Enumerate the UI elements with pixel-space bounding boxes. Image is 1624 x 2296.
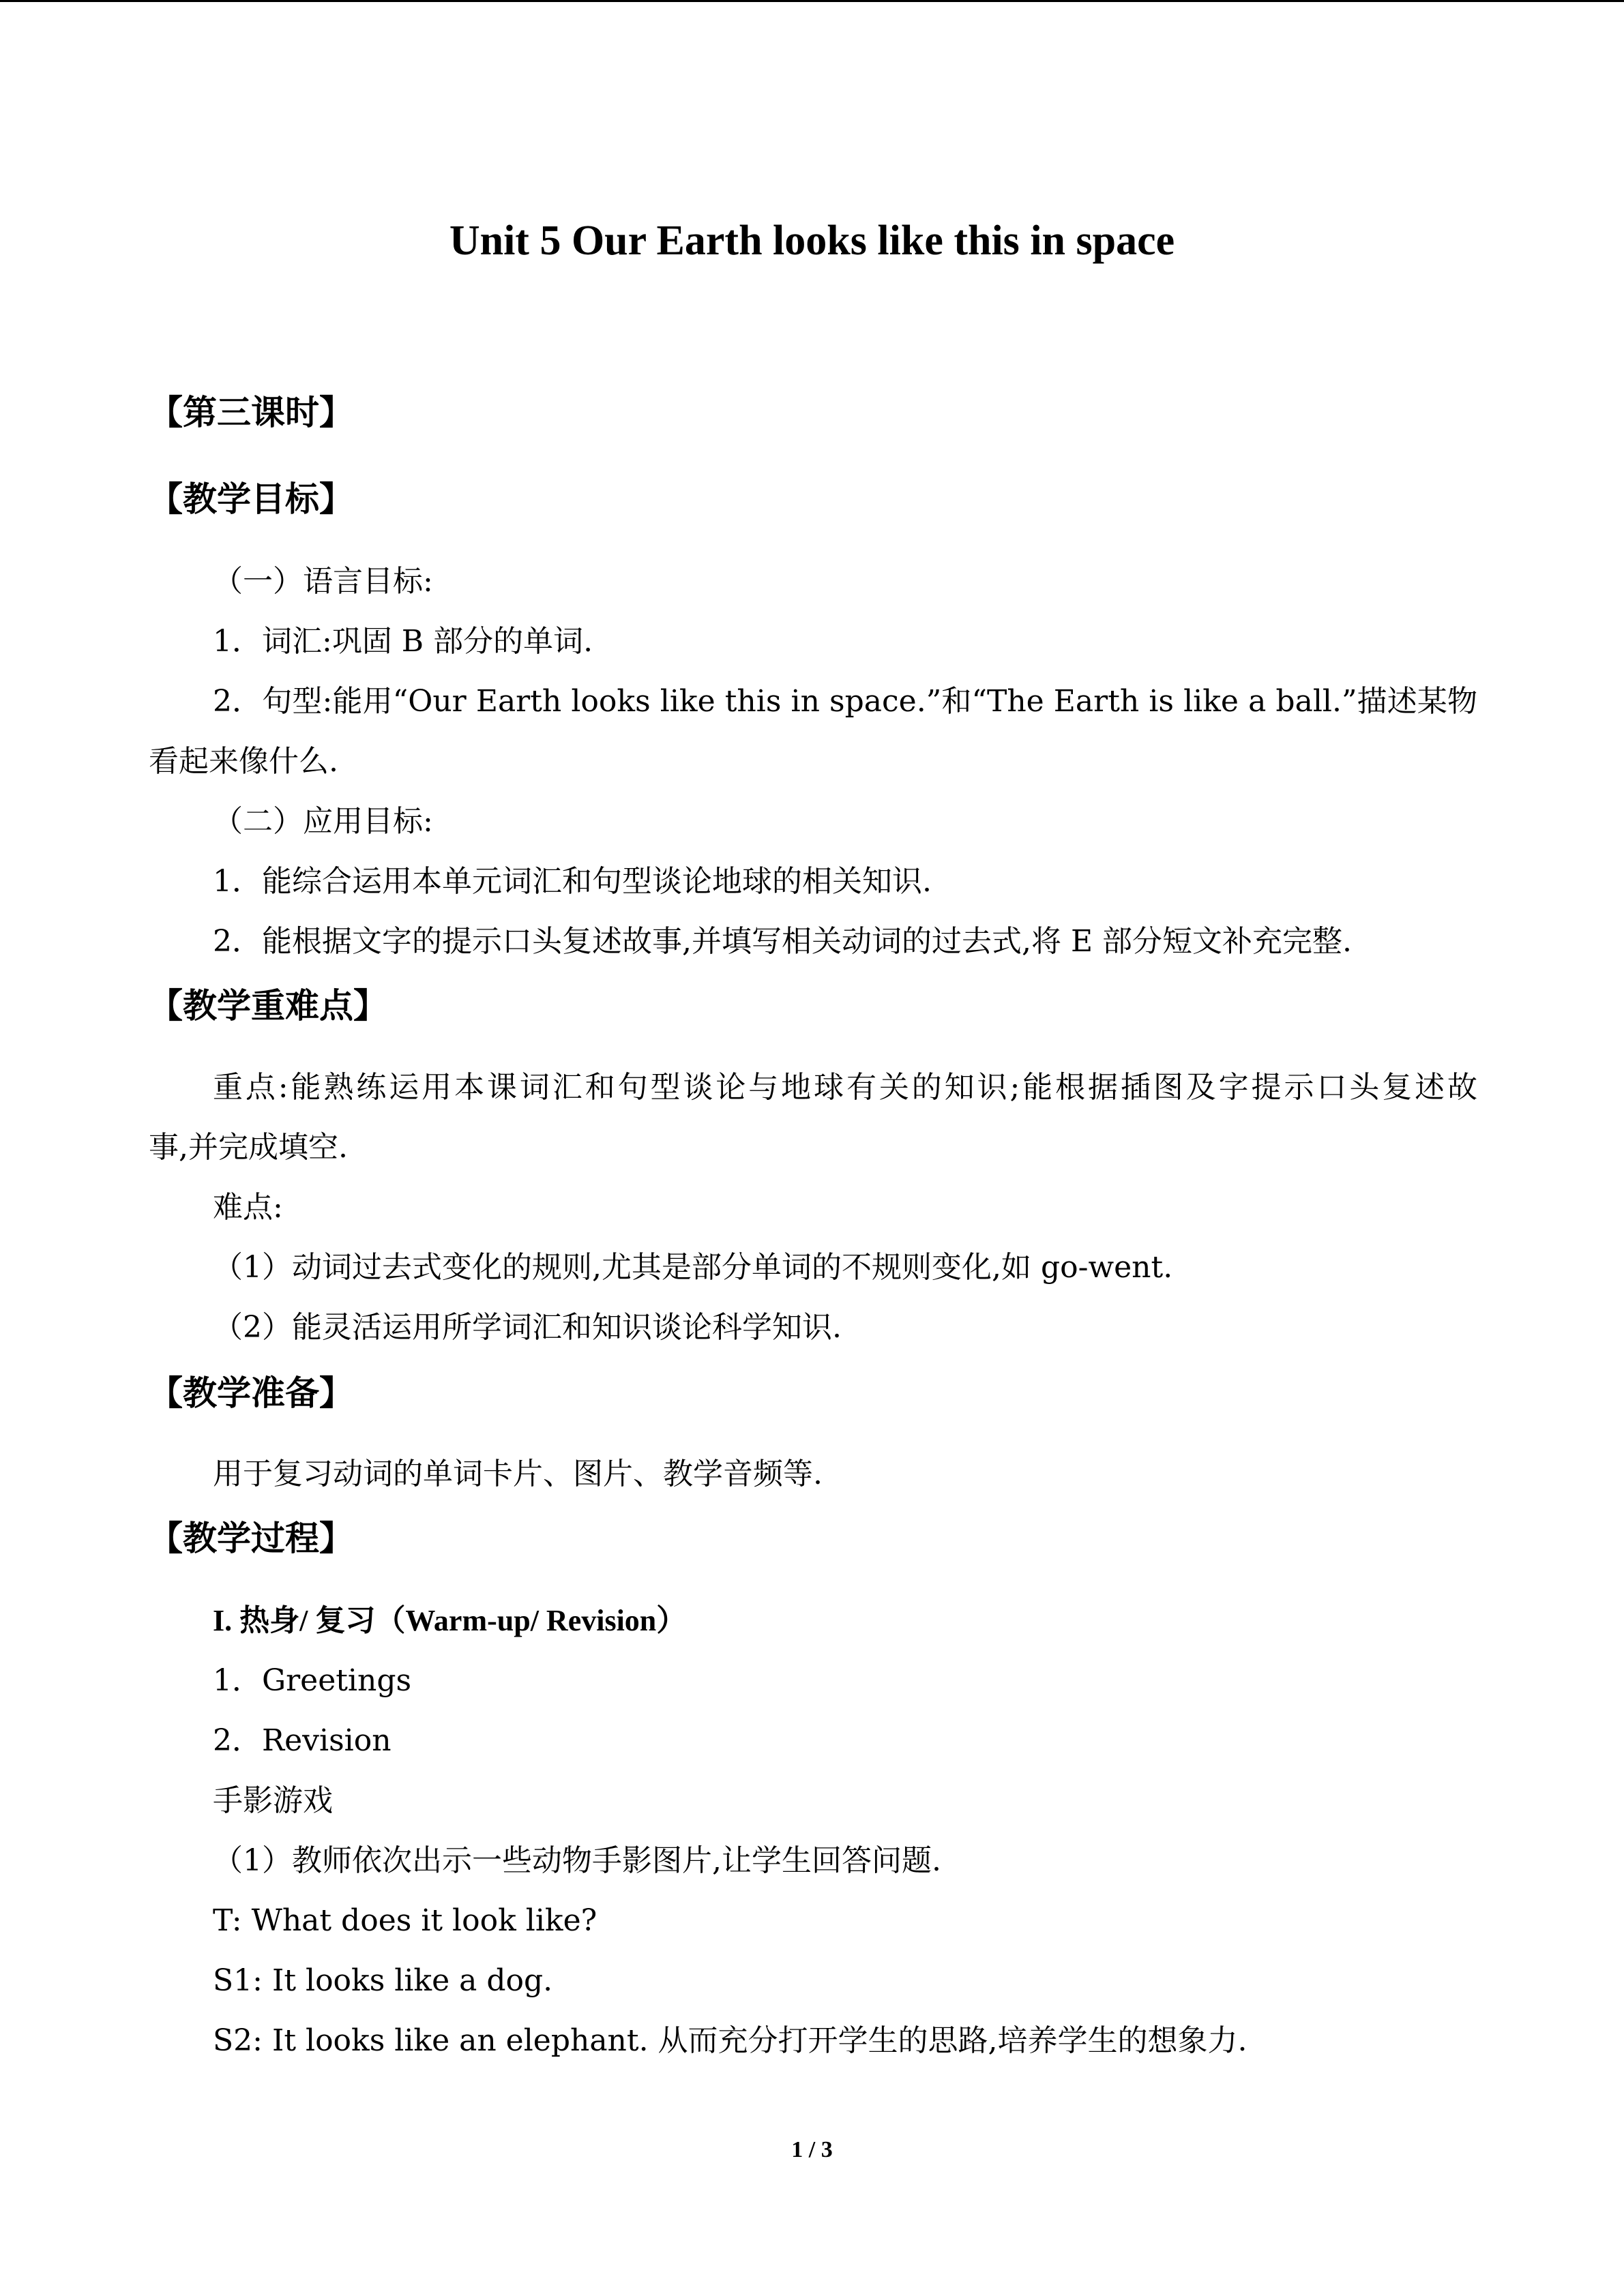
objectives-line: 1．能综合运用本单元词汇和句型谈论地球的相关知识. — [213, 864, 932, 899]
process-line: S2: It looks like an elephant. 从而充分打开学生的思路,培养学生的想象力. — [213, 2023, 1247, 2058]
key-points-line: （2）能灵活运用所学词汇和知识谈论科学知识. — [213, 1310, 842, 1345]
preparation-heading: 【教学准备】 — [149, 1373, 353, 1413]
process-line: （1）教师依次出示一些动物手影图片,让学生回答问题. — [213, 1843, 941, 1878]
objectives-heading: 【教学目标】 — [149, 479, 353, 519]
process-line: S1: It looks like a dog. — [213, 1963, 553, 1998]
objectives-line: 1．词汇:巩固 B 部分的单词. — [213, 624, 593, 659]
process-line: T: What does it look like? — [213, 1903, 597, 1938]
process-line: 1．Greetings — [213, 1663, 412, 1698]
page-number: 1 / 3 — [791, 2137, 833, 2162]
document-title: Unit 5 Our Earth looks like this in space — [449, 218, 1175, 264]
key-points-line: 难点: — [213, 1190, 283, 1225]
key-points-line: 重点:能熟练运用本课词汇和句型谈论与地球有关的知识;能根据插图及字提示口头复述故 — [213, 1070, 1477, 1105]
lesson-label: 【第三课时】 — [149, 392, 353, 432]
key-points-heading: 【教学重难点】 — [149, 985, 387, 1026]
key-points-line: （1）动词过去式变化的规则,尤其是部分单词的不规则变化,如 go-went. — [213, 1250, 1173, 1285]
process-subheading: I. 热身/ 复习（Warm-up/ Revision） — [213, 1604, 687, 1637]
process-line: 手影游戏 — [213, 1783, 333, 1818]
objectives-line: （一）语言目标: — [213, 564, 433, 599]
preparation-line: 用于复习动词的单词卡片、图片、教学音频等. — [213, 1457, 823, 1491]
process-heading: 【教学过程】 — [149, 1518, 353, 1558]
objectives-line: （二）应用目标: — [213, 804, 433, 839]
objectives-line: 看起来像什么. — [149, 744, 338, 779]
key-points-line: 事,并完成填空. — [149, 1130, 348, 1165]
process-line: 2．Revision — [213, 1723, 392, 1758]
objectives-line: 2．句型:能用“Our Earth looks like this in space.”和“The Earth is like a ball.”描述某物 — [213, 684, 1477, 719]
objectives-line: 2．能根据文字的提示口头复述故事,并填写相关动词的过去式,将 E 部分短文补充完整. — [213, 924, 1353, 959]
